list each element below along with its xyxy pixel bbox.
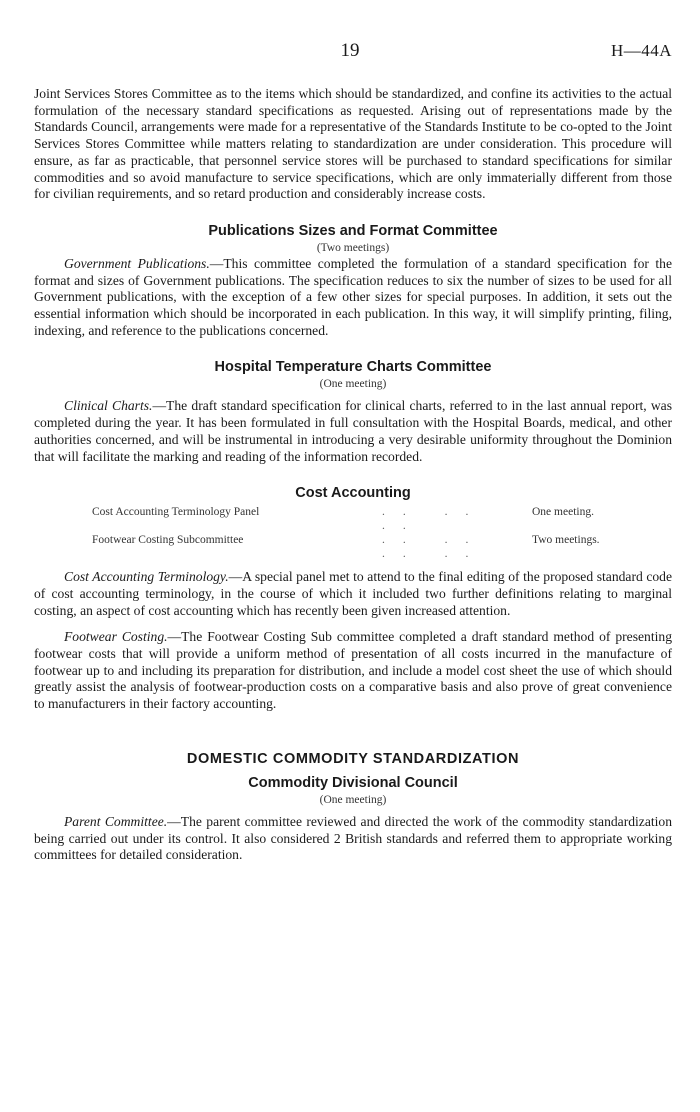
footwear-lead: Footwear Costing. [64,629,168,645]
committee-name: Footwear Costing Subcommittee [92,534,244,547]
parent-committee-text: —The parent committee reviewed and directed the work of the commodity standardization being carried out under its control. It also considered 2 British standards and referred them to appropriate working committees for detailed consideration. [34,813,673,863]
page-body [34,86,672,864]
cost-heading: Cost Accounting [295,485,411,502]
publications-heading: Publications Sizes and Format Committee [208,222,498,239]
hospital-heading: Hospital Temperature Charts Committee [214,359,492,376]
domestic-meetings: (One meeting) [319,793,387,806]
intro-paragraph: Joint Services Stores Committee as to the items which should be standardized, and confine its activities to the actual formulation of the necessary standard specifications as requested. Arising out of representations made by the Standards Council, arrangements were made for a representative of the Standards Institute to be co-opted to the Joint Services Stores Committee while matters relating to standardization are under consideration. This procedure will ensure, as far as practicable, that personnel service stores will be purchased to standard specifications for similar commodities and so avoid manufacture to service specifications, which are only immaterially different from those for civilian requirements, and so retard production and considerably increase costs. [34,86,672,202]
committee-name: Cost Accounting Terminology Panel [92,506,260,519]
committee-meetings: One meeting. [532,506,594,519]
parent-committee-lead: Parent Committee. [64,813,168,829]
hospital-meetings: (One meeting) [319,378,387,391]
publications-paragraph [34,256,672,340]
footwear-text: —The Footwear Costing Sub committee completed a draft standard method of presenting footwear costs that will provide a uniform method of presentation of all costs incurred in the manufacture of footwear up to and including its preparation for distribution, and include a model cost sheet the use of which should greatly assist the analysis of footwear-production costs on a comparative basis and also prove of great convenience to manufacturers in their factory accounting. [34,629,672,712]
page-number: 19 [340,40,360,61]
footwear-paragraph [34,629,672,713]
publications-meetings: (Two meetings) [316,241,390,254]
leader-dots: .. .. .. [382,506,487,533]
hospital-paragraph [34,398,672,465]
domestic-heading: DOMESTIC COMMODITY STANDARDIZATION [186,750,520,767]
page-header [0,40,700,64]
list-item [92,533,632,561]
leader-dots: .. .. .. .. [382,534,487,561]
cost-terminology-paragraph [34,569,672,619]
hospital-lead: Clinical Charts. [64,398,153,414]
publications-lead: Government Publications. [64,255,210,271]
parent-committee-paragraph [34,814,672,864]
cost-terminology-lead: Cost Accounting Terminology. [64,569,229,585]
cost-terminology-text: —A special panel met to attend to the final editing of the proposed standard code of cost accounting terminology, in the course of which it included two further definitions relating to marginal costing, an aspect of cost accounting which has recently been given increased attention. [34,569,672,618]
publications-text: —This committee completed the formulation of a standard specification for the format and sizes of Government publications. The specification reduces to six the number of sizes to be used for all Government publications, with the exception of a few other sizes for special purposes. In addition, it sets out the essential information which should be incorporated in each publication. In this way, it will simplify printing, filing, indexing, and reference to the publications concerned. [34,255,672,338]
divisional-council-heading: Commodity Divisional Council [248,774,458,791]
hospital-text: —The draft standard specification for clinical charts, referred to in the last annual report, was completed during the year. It has been formulated in full consultation with the Hospital Boards, medical, and other authorities concerned, and will be instrumental in introducing a very desirable uniformity throughout the Dominion that will facilitate the marking and reading of the information recorded. [34,398,673,464]
list-item [92,505,632,533]
document-reference: H—44A [610,41,672,60]
committee-meetings: Two meetings. [532,534,600,547]
cost-committee-list [92,505,632,561]
